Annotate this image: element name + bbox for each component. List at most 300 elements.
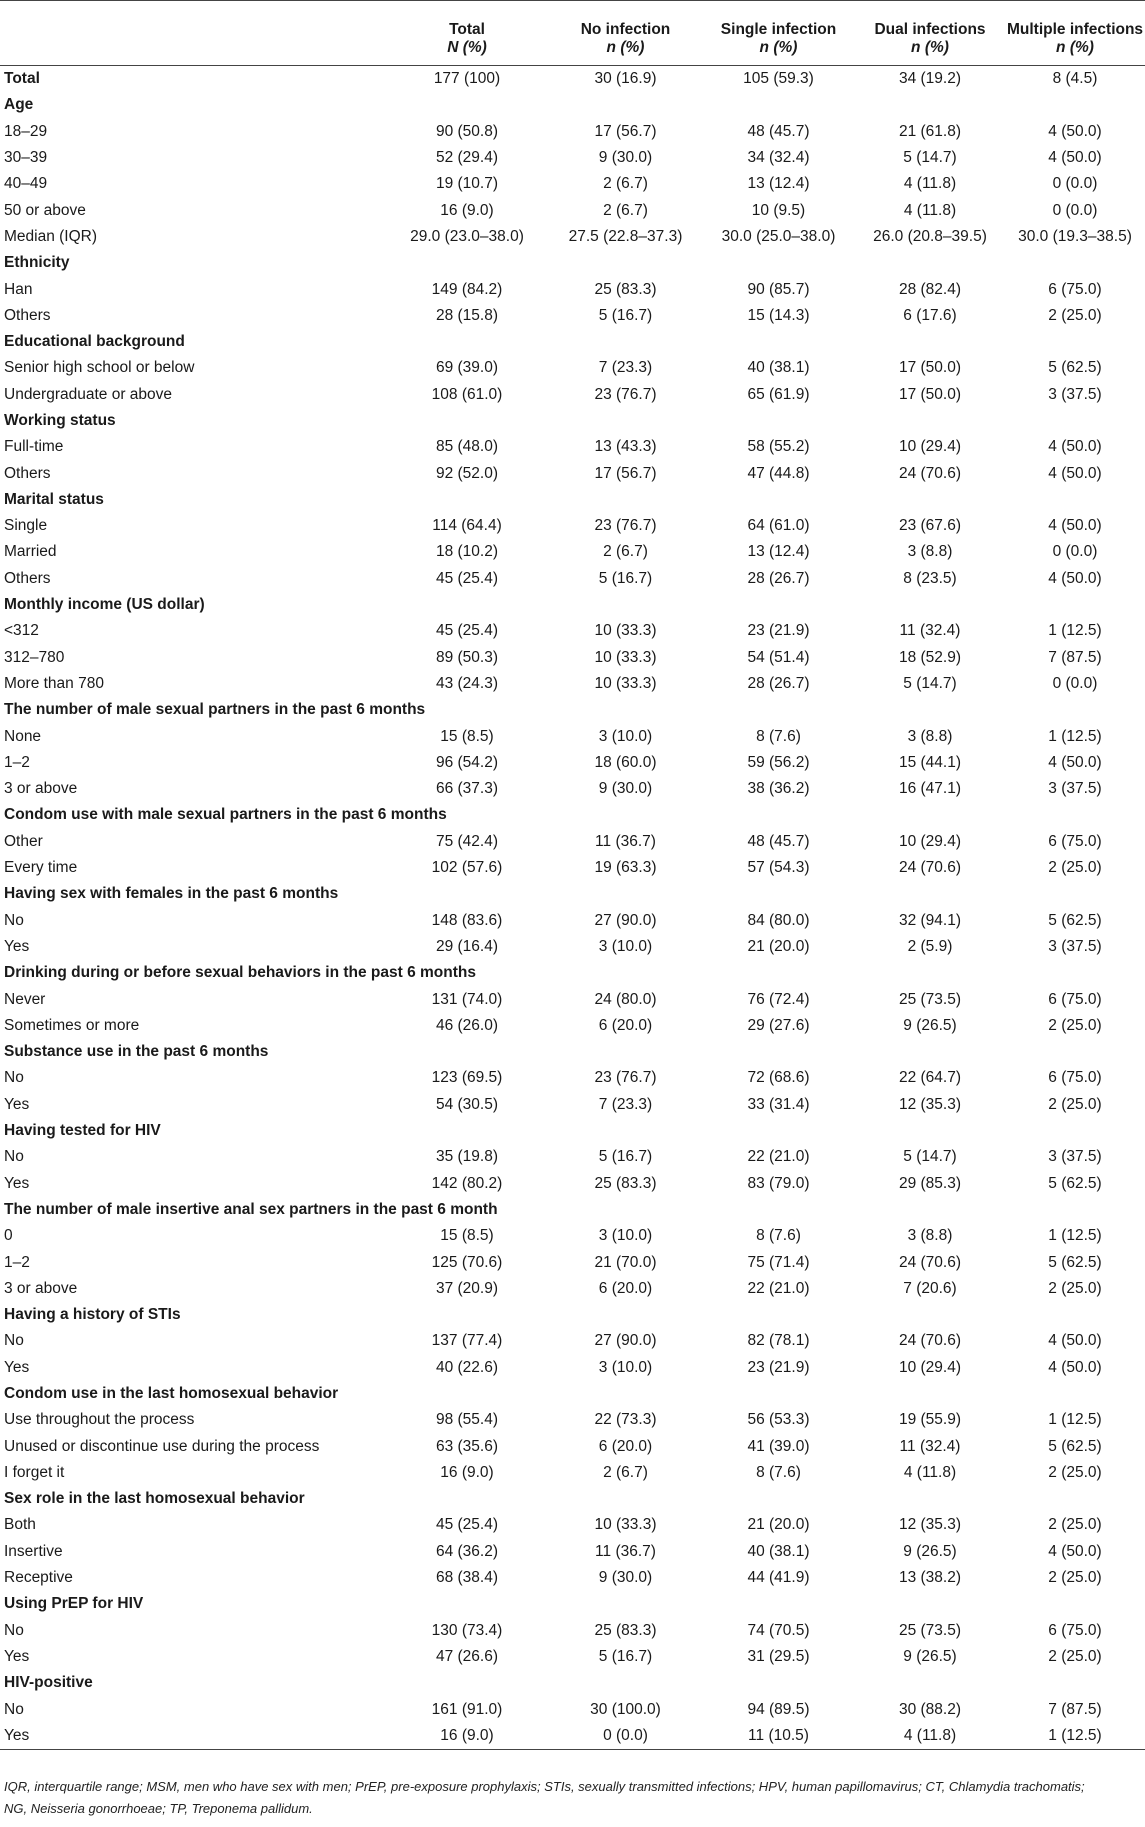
row-value: 22 (21.0) <box>747 1279 810 1297</box>
row-value <box>702 250 855 276</box>
row-value: 8 (23.5) <box>903 569 957 587</box>
section-header-row <box>0 250 1145 276</box>
table-row <box>0 197 1145 223</box>
row-value <box>549 408 702 434</box>
row-label: Yes <box>4 1095 30 1113</box>
row-value: 89 (50.3) <box>435 648 499 666</box>
row-value: 6 (75.0) <box>1048 832 1102 850</box>
section-label: Condom use with male sexual partners in the past 6 months <box>4 806 447 824</box>
row-value: 31 (29.5) <box>747 1647 810 1665</box>
row-value: 3 (10.0) <box>598 937 653 955</box>
table-row <box>0 276 1145 302</box>
row-value: 74 (70.5) <box>747 1621 810 1639</box>
row-value: 68 (38.4) <box>435 1569 499 1587</box>
row-label: Yes <box>4 1726 30 1744</box>
row-value: 4 (50.0) <box>1048 122 1102 140</box>
section-label: HIV-positive <box>4 1674 93 1692</box>
row-value <box>549 92 702 118</box>
row-value <box>1005 1670 1145 1696</box>
row-label: 312–780 <box>4 648 65 666</box>
header-multiple-infections: Multiple infections <box>1007 21 1144 38</box>
row-label: Receptive <box>4 1569 73 1587</box>
row-label: 50 or above <box>4 201 86 219</box>
row-value: 161 (91.0) <box>431 1700 503 1718</box>
table-body <box>0 66 1145 1750</box>
table-row <box>0 776 1145 802</box>
row-label: I forget it <box>4 1463 65 1481</box>
row-value: 45 (25.4) <box>435 569 499 587</box>
row-value: 0 (0.0) <box>1052 201 1098 219</box>
row-value: 28 (26.7) <box>747 569 810 587</box>
row-value <box>549 881 702 907</box>
row-value <box>702 1302 855 1328</box>
row-value: 7 (23.3) <box>598 1095 653 1113</box>
header-unit-empty <box>0 39 385 66</box>
row-value: 24 (80.0) <box>594 990 657 1008</box>
row-value: 5 (14.7) <box>903 149 957 167</box>
section-label: Using PrEP for HIV <box>4 1595 144 1613</box>
row-value: 6 (20.0) <box>598 1437 653 1455</box>
row-value: 4 (50.0) <box>1048 438 1102 456</box>
table-row <box>0 1013 1145 1039</box>
row-value: 63 (35.6) <box>435 1437 499 1455</box>
row-label: <312 <box>4 622 39 640</box>
row-value: 83 (79.0) <box>747 1174 810 1192</box>
header-single-infection: Single infection <box>720 21 837 38</box>
row-value: 5 (62.5) <box>1048 1174 1102 1192</box>
row-label: Both <box>4 1516 36 1534</box>
row-value: 10 (33.3) <box>594 1516 657 1534</box>
row-value: 90 (50.8) <box>435 122 499 140</box>
row-value: 29 (27.6) <box>747 1016 810 1034</box>
row-value <box>385 1302 549 1328</box>
table-row <box>0 513 1145 539</box>
row-value <box>1005 1302 1145 1328</box>
row-value <box>855 250 1005 276</box>
header-unit-multiple-infections: n (%) <box>1056 39 1094 56</box>
row-value: 2 (25.0) <box>1048 1279 1102 1297</box>
header-unit-no-infection: n (%) <box>606 39 645 56</box>
row-value: 72 (68.6) <box>747 1069 810 1087</box>
row-value: 82 (78.1) <box>747 1332 810 1350</box>
row-value <box>1005 1591 1145 1617</box>
row-value: 30 (88.2) <box>898 1700 962 1718</box>
row-value <box>855 329 1005 355</box>
row-value: 25 (83.3) <box>594 1621 657 1639</box>
row-value: 6 (75.0) <box>1048 1069 1102 1087</box>
row-value <box>1005 250 1145 276</box>
row-label: Han <box>4 280 33 298</box>
row-value <box>549 1381 702 1407</box>
row-value: 4 (50.0) <box>1048 517 1102 535</box>
row-value: 10 (33.3) <box>594 622 657 640</box>
row-value <box>1005 329 1145 355</box>
row-value: 69 (39.0) <box>435 359 499 377</box>
section-label: Age <box>4 96 34 114</box>
row-label: Median (IQR) <box>4 227 98 245</box>
row-value: 25 (73.5) <box>898 990 962 1008</box>
table-row <box>0 460 1145 486</box>
row-value: 2 (25.0) <box>1048 1463 1102 1481</box>
row-value: 4 (50.0) <box>1048 149 1102 167</box>
row-value: 26.0 (20.8–39.5) <box>873 227 987 245</box>
row-value: 5 (16.7) <box>598 306 653 324</box>
section-header-row <box>0 1118 1145 1144</box>
row-value: 15 (44.1) <box>898 753 962 771</box>
row-label: Yes <box>4 1174 30 1192</box>
row-value: 27.5 (22.8–37.3) <box>568 227 683 245</box>
row-value: 2 (25.0) <box>1048 1647 1102 1665</box>
row-value <box>855 1486 1005 1512</box>
row-value <box>549 250 702 276</box>
row-value <box>385 1591 549 1617</box>
row-value <box>702 1039 855 1065</box>
row-value: 142 (80.2) <box>431 1174 503 1192</box>
row-value <box>702 881 855 907</box>
row-value <box>855 1591 1005 1617</box>
row-value: 8 (7.6) <box>756 1227 801 1245</box>
row-value <box>855 960 1005 986</box>
row-value: 48 (45.7) <box>747 832 810 850</box>
row-value: 11 (32.4) <box>899 1437 961 1455</box>
row-value: 23 (21.9) <box>747 622 810 640</box>
header-unit-dual-infections: n (%) <box>911 39 949 56</box>
row-label: No <box>4 1332 24 1350</box>
row-label: Insertive <box>4 1542 63 1560</box>
row-value: 3 (37.5) <box>1048 1148 1102 1166</box>
table-row <box>0 1249 1145 1275</box>
section-label: Ethnicity <box>4 254 70 272</box>
row-value: 11 (36.7) <box>595 1542 656 1560</box>
row-value: 19 (55.9) <box>898 1411 962 1429</box>
row-value: 11 (10.5) <box>748 1726 809 1744</box>
table-row <box>0 1618 1145 1644</box>
row-value: 23 (67.6) <box>898 517 962 535</box>
row-value <box>385 592 549 618</box>
row-value <box>855 1197 1005 1223</box>
section-header-row <box>0 881 1145 907</box>
row-label: Never <box>4 990 46 1008</box>
row-value <box>1005 1118 1145 1144</box>
row-value <box>1005 92 1145 118</box>
row-label: No <box>4 911 24 929</box>
row-value: 48 (45.7) <box>747 122 810 140</box>
row-value: 7 (87.5) <box>1048 1700 1102 1718</box>
row-label: Use throughout the process <box>4 1411 195 1429</box>
row-value <box>1005 1039 1145 1065</box>
row-value <box>855 1118 1005 1144</box>
row-value: 64 (61.0) <box>747 517 810 535</box>
row-value: 18 (52.9) <box>898 648 962 666</box>
row-value <box>1005 592 1145 618</box>
table-row <box>0 671 1145 697</box>
section-label: Condom use in the last homosexual behavior <box>4 1384 339 1402</box>
row-value: 10 (33.3) <box>594 674 657 692</box>
row-value: 45 (25.4) <box>435 1516 499 1534</box>
row-value: 177 (100) <box>433 70 501 88</box>
row-value: 8 (4.5) <box>1052 70 1098 88</box>
row-label: 0 <box>4 1227 13 1245</box>
row-value: 76 (72.4) <box>747 990 810 1008</box>
section-header-row <box>0 960 1145 986</box>
row-value <box>385 487 549 513</box>
header-empty <box>0 1 385 40</box>
row-value: 2 (25.0) <box>1048 1516 1102 1534</box>
header-row-titles <box>0 1 1145 40</box>
row-value: 1 (12.5) <box>1048 1411 1102 1429</box>
row-value: 6 (75.0) <box>1048 280 1102 298</box>
row-value: 24 (70.6) <box>898 1253 962 1271</box>
row-value: 3 (10.0) <box>598 727 653 745</box>
row-value <box>1005 697 1145 723</box>
row-value: 1 (12.5) <box>1048 1227 1102 1245</box>
row-value <box>702 1197 855 1223</box>
row-value <box>855 697 1005 723</box>
row-value <box>702 697 855 723</box>
row-value: 85 (48.0) <box>435 438 499 456</box>
row-value: 21 (20.0) <box>747 937 810 955</box>
table-row <box>0 1565 1145 1591</box>
row-value: 10 (29.4) <box>898 438 962 456</box>
row-value: 23 (76.7) <box>594 1069 657 1087</box>
row-value: 5 (16.7) <box>598 1647 653 1665</box>
row-value: 41 (39.0) <box>747 1437 810 1455</box>
row-value: 16 (9.0) <box>440 1726 494 1744</box>
row-value: 4 (11.8) <box>903 1726 957 1744</box>
row-value: 2 (6.7) <box>603 201 648 219</box>
row-label: Others <box>4 464 51 482</box>
row-value: 5 (16.7) <box>598 569 653 587</box>
row-value <box>702 1670 855 1696</box>
row-value: 27 (90.0) <box>594 911 657 929</box>
table-row <box>0 986 1145 1012</box>
row-label: No <box>4 1069 24 1087</box>
table-row <box>0 1276 1145 1302</box>
row-value: 123 (69.5) <box>431 1069 503 1087</box>
section-label: Having sex with females in the past 6 months <box>4 885 339 903</box>
row-value: 28 (26.7) <box>747 674 810 692</box>
row-value <box>702 329 855 355</box>
row-value: 17 (56.7) <box>594 122 657 140</box>
row-value: 108 (61.0) <box>431 385 503 403</box>
table-row <box>0 1407 1145 1433</box>
row-value: 6 (75.0) <box>1048 990 1102 1008</box>
row-label: Married <box>4 543 57 561</box>
row-value: 3 (10.0) <box>598 1358 653 1376</box>
section-header-row <box>0 408 1145 434</box>
table-row <box>0 1328 1145 1354</box>
row-value <box>1005 1486 1145 1512</box>
row-label: None <box>4 727 42 745</box>
row-value: 96 (54.2) <box>435 753 499 771</box>
row-value: 7 (87.5) <box>1048 648 1102 666</box>
table-row <box>0 434 1145 460</box>
row-value: 5 (62.5) <box>1048 911 1102 929</box>
row-value <box>855 487 1005 513</box>
table-row <box>0 1170 1145 1196</box>
row-value: 16 (9.0) <box>440 1463 494 1481</box>
row-value <box>385 329 549 355</box>
row-label: Sometimes or more <box>4 1016 140 1034</box>
section-label: Having tested for HIV <box>4 1122 161 1140</box>
row-value: 15 (8.5) <box>440 727 494 745</box>
table-row <box>0 1696 1145 1722</box>
row-value: 23 (76.7) <box>594 385 657 403</box>
row-value: 7 (23.3) <box>598 359 653 377</box>
row-value: 8 (7.6) <box>756 1463 801 1481</box>
row-value: 17 (50.0) <box>898 385 962 403</box>
row-value <box>385 92 549 118</box>
row-label: Yes <box>4 937 30 955</box>
row-value <box>855 1039 1005 1065</box>
row-value: 35 (19.8) <box>435 1148 499 1166</box>
row-value: 57 (54.3) <box>747 859 810 877</box>
row-value: 43 (24.3) <box>435 674 499 692</box>
row-value: 19 (63.3) <box>594 859 657 877</box>
row-value: 30 (100.0) <box>590 1700 661 1718</box>
row-label: 3 or above <box>4 780 78 798</box>
table-row <box>0 355 1145 381</box>
row-value: 11 (32.4) <box>899 622 961 640</box>
row-value: 40 (38.1) <box>747 359 810 377</box>
row-value <box>702 1591 855 1617</box>
row-value: 8 (7.6) <box>756 727 801 745</box>
row-value <box>855 1381 1005 1407</box>
row-value <box>702 1486 855 1512</box>
row-value: 131 (74.0) <box>431 990 503 1008</box>
table-row <box>0 618 1145 644</box>
row-value: 25 (73.5) <box>898 1621 962 1639</box>
row-value: 10 (29.4) <box>898 832 962 850</box>
row-value <box>855 1670 1005 1696</box>
header-unit-total: N (%) <box>447 39 487 56</box>
section-label: Marital status <box>4 490 104 508</box>
row-value <box>549 487 702 513</box>
row-value: 6 (20.0) <box>598 1279 653 1297</box>
footnote-line-2: NG, Neisseria gonorrhoeae; TP, Treponema pallidum. <box>4 1801 313 1816</box>
row-value <box>855 92 1005 118</box>
row-value <box>702 592 855 618</box>
table-row <box>0 171 1145 197</box>
row-value: 2 (25.0) <box>1048 1569 1102 1587</box>
row-value: 6 (75.0) <box>1048 1621 1102 1639</box>
table-row <box>0 750 1145 776</box>
table-footnote <box>4 1776 1142 1820</box>
table-row <box>0 1433 1145 1459</box>
section-header-row <box>0 1302 1145 1328</box>
header-row-units <box>0 39 1145 66</box>
table-row <box>0 645 1145 671</box>
row-value: 40 (22.6) <box>435 1358 499 1376</box>
row-value: 4 (50.0) <box>1048 464 1102 482</box>
row-value: 30.0 (25.0–38.0) <box>721 227 836 245</box>
row-value: 40 (38.1) <box>747 1542 810 1560</box>
row-label: Single <box>4 517 48 535</box>
row-value: 149 (84.2) <box>431 280 503 298</box>
row-value: 3 (8.8) <box>907 1227 953 1245</box>
row-value: 32 (94.1) <box>898 911 962 929</box>
section-header-row <box>0 487 1145 513</box>
row-value: 5 (62.5) <box>1048 1437 1102 1455</box>
row-value: 24 (70.6) <box>898 859 962 877</box>
section-label: Having a history of STIs <box>4 1306 181 1324</box>
table-row <box>0 1144 1145 1170</box>
row-value: 3 (10.0) <box>598 1227 653 1245</box>
row-value <box>1005 487 1145 513</box>
row-value: 23 (76.7) <box>594 517 657 535</box>
table-row <box>0 1092 1145 1118</box>
row-label: No <box>4 1700 24 1718</box>
row-value <box>385 1486 549 1512</box>
table-row <box>0 303 1145 329</box>
table-row <box>0 539 1145 565</box>
row-value <box>1005 1381 1145 1407</box>
row-value: 12 (35.3) <box>898 1516 962 1534</box>
header-unit-single-infection: n (%) <box>759 39 798 56</box>
row-label: Every time <box>4 859 78 877</box>
row-label: 3 or above <box>4 1279 78 1297</box>
section-header-row <box>0 1197 1145 1223</box>
row-value: 6 (17.6) <box>903 306 957 324</box>
row-value: 4 (50.0) <box>1048 1332 1102 1350</box>
row-value: 90 (85.7) <box>747 280 810 298</box>
table-header <box>0 1 1145 66</box>
row-value: 130 (73.4) <box>431 1621 503 1639</box>
row-value: 4 (50.0) <box>1048 1542 1102 1560</box>
table-row <box>0 908 1145 934</box>
row-value: 34 (32.4) <box>747 149 810 167</box>
row-value: 4 (11.8) <box>903 201 957 219</box>
row-value: 28 (82.4) <box>898 280 962 298</box>
section-header-row <box>0 1381 1145 1407</box>
row-label: Undergraduate or above <box>4 385 173 403</box>
row-value <box>1005 802 1145 828</box>
row-value <box>1005 960 1145 986</box>
table-row <box>0 1644 1145 1670</box>
row-value: 29 (16.4) <box>435 937 499 955</box>
table-row <box>0 382 1145 408</box>
row-label: Other <box>4 832 43 850</box>
row-value: 94 (89.5) <box>747 1700 810 1718</box>
row-label: Others <box>4 306 51 324</box>
row-value: 17 (56.7) <box>594 464 657 482</box>
row-value: 84 (80.0) <box>747 911 810 929</box>
row-value <box>385 408 549 434</box>
row-value: 33 (31.4) <box>747 1095 810 1113</box>
row-value: 19 (10.7) <box>435 175 499 193</box>
row-value: 13 (12.4) <box>747 175 810 193</box>
row-value: 102 (57.6) <box>431 859 503 877</box>
total-row <box>0 66 1145 93</box>
row-value: 18 (10.2) <box>435 543 499 561</box>
row-value: 64 (36.2) <box>435 1542 499 1560</box>
row-label: 18–29 <box>4 122 48 140</box>
row-label: Total <box>4 70 40 88</box>
row-value: 54 (51.4) <box>747 648 810 666</box>
row-value: 24 (70.6) <box>898 464 962 482</box>
row-value: 2 (5.9) <box>907 937 953 955</box>
row-label: Unused or discontinue use during the process <box>4 1437 320 1455</box>
row-value: 56 (53.3) <box>747 1411 810 1429</box>
table-row <box>0 224 1145 250</box>
row-value: 11 (36.7) <box>595 832 656 850</box>
row-value <box>549 1039 702 1065</box>
header-no-infection: No infection <box>580 21 671 38</box>
row-value: 22 (73.3) <box>594 1411 657 1429</box>
row-value: 0 (0.0) <box>1052 175 1098 193</box>
row-value: 25 (83.3) <box>594 280 657 298</box>
row-value: 2 (6.7) <box>603 543 648 561</box>
